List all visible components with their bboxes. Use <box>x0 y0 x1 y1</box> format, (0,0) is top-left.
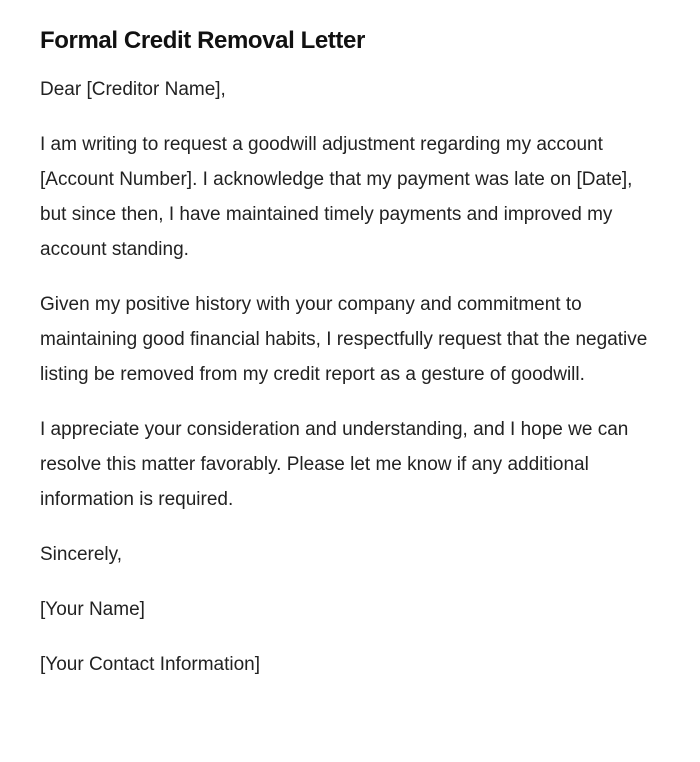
body-paragraph-appreciation: I appreciate your consideration and understanding, and I hope we can resolve this matter favorably. Please let me know if any additional information is required. <box>40 419 629 510</box>
closing: Sincerely, <box>40 544 123 565</box>
letter-body <box>40 72 660 682</box>
signature-name: [Your Name] <box>40 599 145 620</box>
salutation: Dear [Creditor Name], <box>40 79 226 100</box>
body-paragraph-request: I am writing to request a goodwill adjustment regarding my account [Account Number]. I acknowledge that my payment was late on [Date], but since then, I have maintained timely payments and improved my account standing. <box>40 134 633 260</box>
signature-contact: [Your Contact Information] <box>40 654 261 675</box>
letter-title: Formal Credit Removal Letter <box>40 27 365 54</box>
body-paragraph-history: Given my positive history with your company and commitment to maintaining good financial habits, I respectfully request that the negative listing be removed from my credit report as a gesture of goodwill. <box>40 294 648 385</box>
